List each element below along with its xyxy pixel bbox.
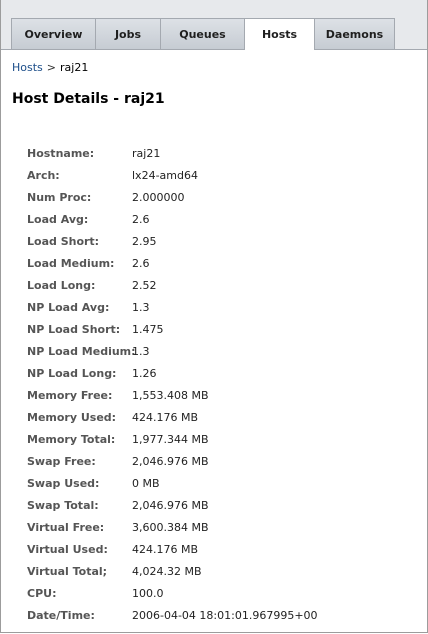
detail-row: [27, 560, 417, 582]
tab-bar-divider: [1, 49, 427, 50]
detail-row: [27, 406, 417, 428]
detail-row: [27, 494, 417, 516]
detail-label: Load Short:: [27, 234, 100, 248]
breadcrumb-hosts-link[interactable]: Hosts: [12, 61, 43, 74]
detail-value: 424.176 MB: [132, 542, 199, 556]
tab-queues[interactable]: Queues: [160, 18, 245, 49]
page-title: Host Details - raj21: [12, 91, 165, 107]
detail-label: CPU:: [27, 586, 57, 600]
tab-daemons[interactable]: Daemons: [314, 18, 395, 49]
detail-row: [27, 582, 417, 604]
detail-label: Virtual Used:: [27, 542, 108, 556]
detail-label: NP Load Long:: [27, 366, 117, 380]
detail-label: Arch:: [27, 168, 60, 182]
detail-label: Swap Total:: [27, 498, 99, 512]
detail-value: 2.6: [132, 256, 150, 270]
detail-row: [27, 142, 417, 164]
detail-value: 1.26: [132, 366, 157, 380]
detail-value: 2.95: [132, 234, 157, 248]
detail-label: Memory Free:: [27, 388, 113, 402]
detail-value: 2,046.976 MB: [132, 498, 209, 512]
detail-label: Date/Time:: [27, 608, 95, 622]
detail-row: [27, 230, 417, 252]
detail-row: [27, 516, 417, 538]
breadcrumb-separator: >: [46, 61, 56, 74]
detail-label: Virtual Total;: [27, 564, 108, 578]
detail-value: 2.000000: [132, 190, 185, 204]
detail-row: [27, 538, 417, 560]
detail-label: Load Avg:: [27, 212, 89, 226]
detail-row: [27, 252, 417, 274]
detail-row: [27, 318, 417, 340]
detail-row: [27, 472, 417, 494]
detail-value: 2006-04-04 18:01:01.967995+00: [132, 608, 318, 622]
tab-jobs[interactable]: Jobs: [95, 18, 161, 49]
detail-value: 2,046.976 MB: [132, 454, 209, 468]
detail-value: 1.475: [132, 322, 164, 336]
detail-value: raj21: [132, 146, 161, 160]
breadcrumb: [12, 61, 88, 74]
detail-value: 424.176 MB: [132, 410, 199, 424]
detail-label: NP Load Avg:: [27, 300, 110, 314]
tab-hosts[interactable]: Hosts: [244, 18, 315, 50]
detail-value: 4,024.32 MB: [132, 564, 202, 578]
detail-label: Load Medium:: [27, 256, 115, 270]
detail-value: 100.0: [132, 586, 164, 600]
detail-row: [27, 274, 417, 296]
detail-row: [27, 186, 417, 208]
detail-label: Swap Used:: [27, 476, 100, 490]
host-details-table: [27, 142, 417, 626]
detail-value: 1,553.408 MB: [132, 388, 209, 402]
detail-value: 2.52: [132, 278, 157, 292]
detail-row: [27, 296, 417, 318]
detail-value: 1.3: [132, 300, 150, 314]
detail-value: 2.6: [132, 212, 150, 226]
detail-label: Memory Total:: [27, 432, 116, 446]
detail-row: [27, 428, 417, 450]
detail-label: NP Load Medium:: [27, 344, 136, 358]
detail-label: Hostname:: [27, 146, 95, 160]
detail-label: Memory Used:: [27, 410, 117, 424]
detail-label: Load Long:: [27, 278, 96, 292]
detail-value: 1.3: [132, 344, 150, 358]
detail-row: [27, 362, 417, 384]
detail-row: [27, 604, 417, 626]
tab-overview[interactable]: Overview: [11, 18, 96, 49]
breadcrumb-current: raj21: [60, 61, 89, 74]
detail-value: 0 MB: [132, 476, 160, 490]
detail-label: Swap Free:: [27, 454, 96, 468]
detail-value: 1,977.344 MB: [132, 432, 209, 446]
detail-label: NP Load Short:: [27, 322, 121, 336]
detail-value: 3,600.384 MB: [132, 520, 209, 534]
detail-value: lx24-amd64: [132, 168, 198, 182]
detail-row: [27, 164, 417, 186]
detail-row: [27, 340, 417, 362]
detail-row: [27, 450, 417, 472]
detail-row: [27, 384, 417, 406]
detail-label: Num Proc:: [27, 190, 92, 204]
detail-row: [27, 208, 417, 230]
detail-label: Virtual Free:: [27, 520, 105, 534]
